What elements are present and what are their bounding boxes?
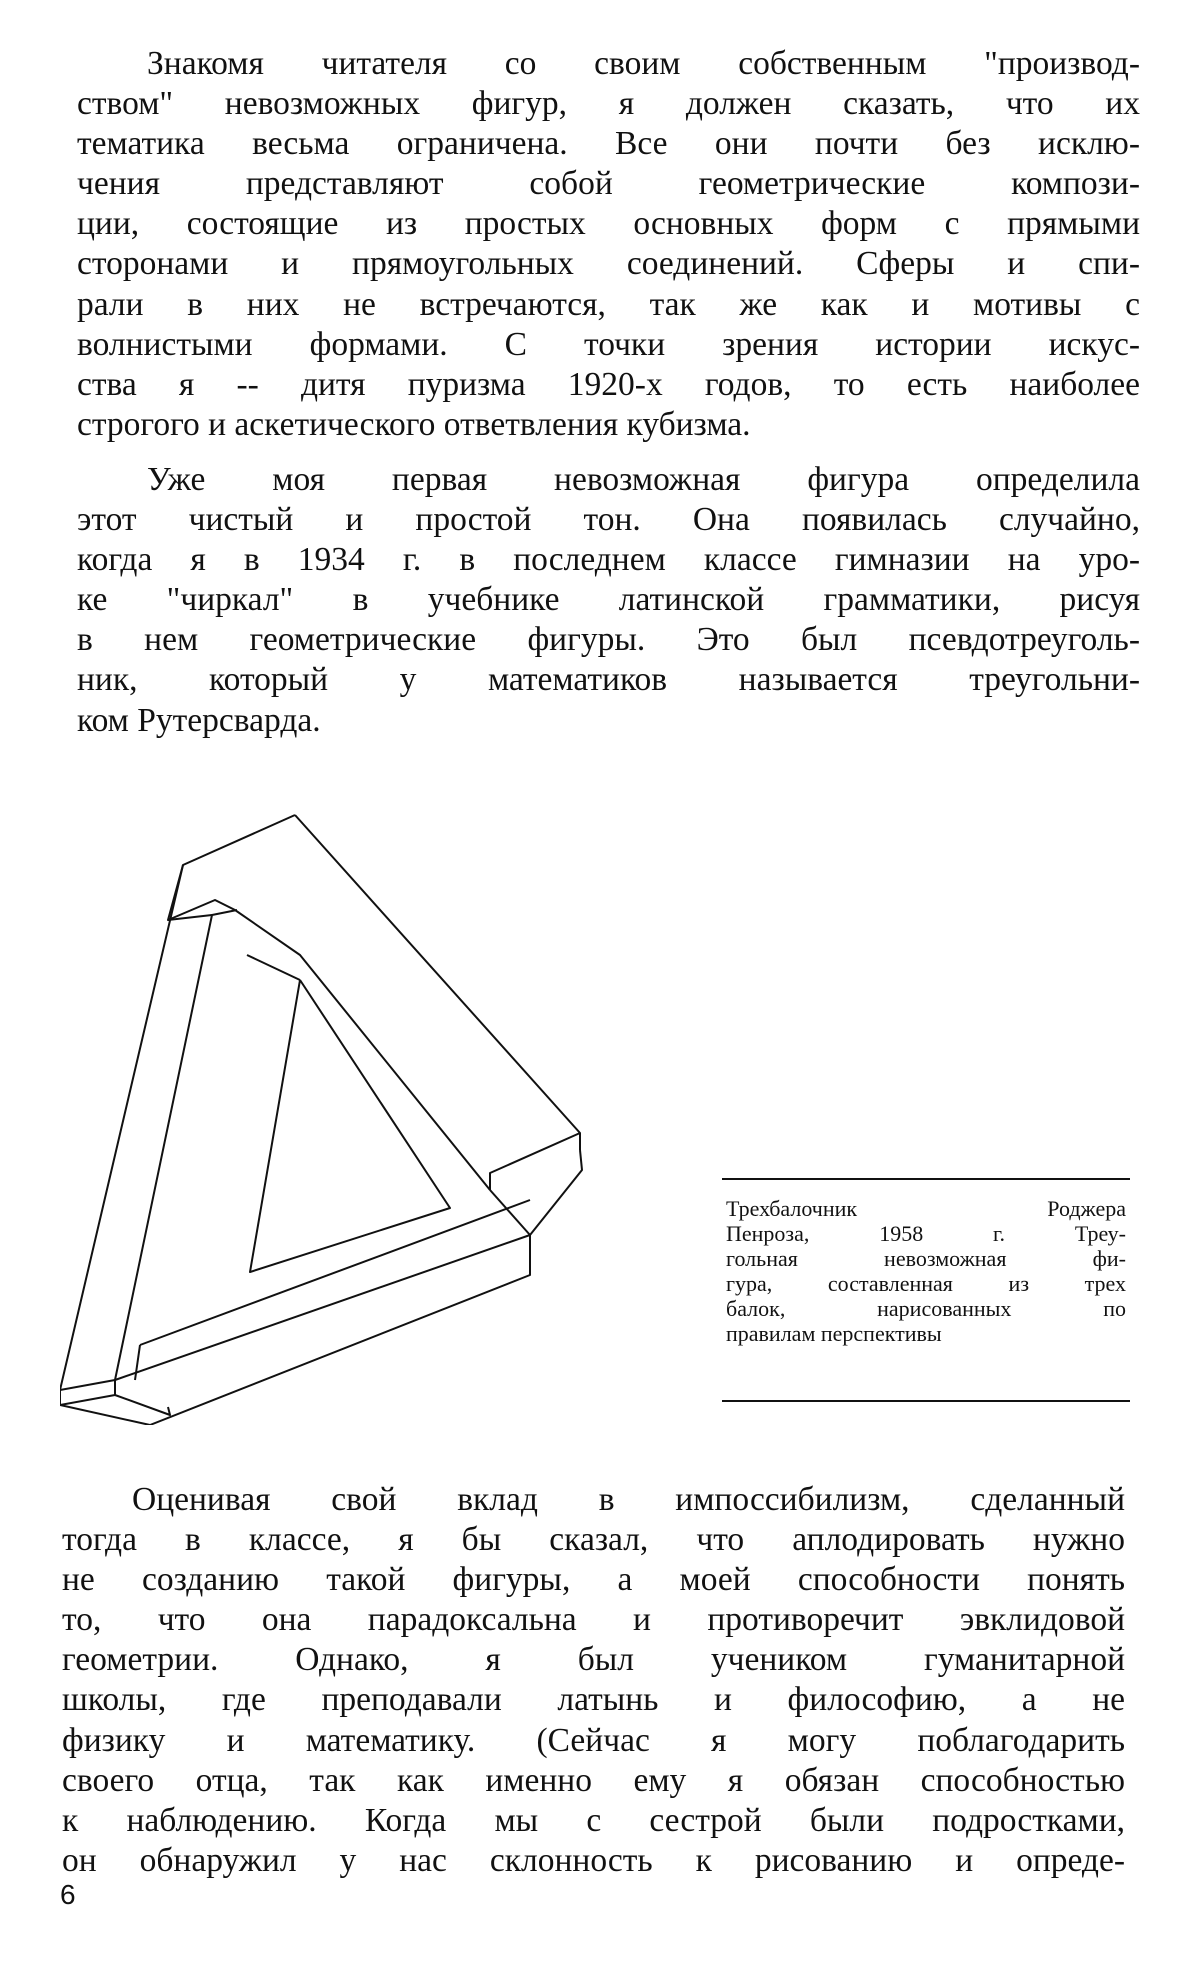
caption-line: Трехбалочник Роджера [726, 1196, 1126, 1221]
text-line: ник, который у математиков называется треугольни- [77, 661, 1140, 699]
beam-bottom-base [60, 1235, 530, 1425]
text-line: ком Рутерсварда. [77, 701, 321, 739]
text-line: ства я -- дитя пуризма 1920-х годов, то есть наиболее [77, 365, 1140, 403]
caption-line: балок, нарисованных по [726, 1296, 1126, 1321]
beam-top-face [168, 865, 212, 920]
caption-line: Пенроза, 1958 г. Треу- [726, 1221, 1126, 1246]
beam-bottom-lower [115, 1235, 530, 1380]
text-line: волнистыми формами. С точки зрения истории искус- [77, 325, 1140, 363]
beam-right-inner [247, 955, 300, 980]
paragraph-first-figure [77, 460, 1140, 741]
text-line: когда я в 1934 г. в последнем классе гимназии на уро- [77, 541, 1140, 579]
text-line: ством" невозможных фигур, я должен сказать, что их [77, 85, 1140, 123]
caption-rule-bottom [722, 1400, 1130, 1402]
beam-left-outer [60, 815, 295, 1390]
text-line: ке "чиркал" в учебнике латинской грамматики, рисуя [77, 581, 1140, 619]
beam-right-joint [490, 1133, 580, 1190]
inner-cavity [250, 980, 450, 1272]
text-line: физику и математику. (Сейчас я могу поблагодарить [62, 1721, 1125, 1759]
beam-right-outer [295, 815, 580, 1150]
paragraph-contribution [62, 1480, 1125, 1881]
text-line: то, что она парадоксальна и противоречит эвклидовой [62, 1601, 1125, 1639]
text-line: к наблюдению. Когда мы с сестрой были подростками, [62, 1801, 1125, 1839]
page-number: 6 [60, 1879, 76, 1910]
text-line: школы, где преподавали латынь и философию, а не [62, 1681, 1125, 1719]
text-line: своего отца, так как именно ему я обязан способностью [62, 1761, 1125, 1799]
beam-bottom-step [115, 1395, 170, 1415]
text-line: тематика весьма ограничена. Все они почти без исклю- [77, 125, 1140, 163]
text-line: чения представляют собой геометрические компози- [77, 165, 1140, 203]
text-line: Знакомя читателя со своим собственным "производ- [147, 45, 1140, 82]
text-line: строгого и аскетического ответвления кубизма. [77, 405, 751, 443]
beam-bottom-notch [135, 1345, 140, 1380]
text-line: сторонами и прямоугольных соединений. Сферы и спи- [77, 245, 1140, 283]
caption-line: правилам перспективы [726, 1321, 942, 1346]
beam-bottom-top [140, 1200, 530, 1345]
text-line: тогда в классе, я бы сказал, что аплодировать нужно [62, 1521, 1125, 1559]
figure-caption [726, 1196, 1126, 1346]
beam-left-inner [115, 910, 237, 1380]
text-line: рали в них не встречаются, так же как и мотивы с [77, 285, 1140, 323]
text-line: геометрии. Однако, я был учеником гуманитарной [62, 1641, 1125, 1679]
text-line: не созданию такой фигуры, а моей способности понять [62, 1561, 1125, 1599]
beam-right-end [530, 1150, 582, 1235]
penrose-tribar-figure [60, 805, 700, 1425]
beam-right-mid [235, 910, 490, 1190]
text-line: ции, состоящие из простых основных форм с прямыми [77, 205, 1140, 243]
text-line: он обнаружил у нас склонность к рисованию и опреде- [62, 1841, 1125, 1879]
text-line: Уже моя первая невозможная фигура определила [147, 461, 1140, 498]
text-line: этот чистый и простой тон. Она появилась случайно, [77, 501, 1140, 539]
caption-line: гольная невозможная фи- [726, 1246, 1126, 1271]
caption-line: гура, составленная из трех [726, 1271, 1126, 1296]
caption-rule-top [722, 1178, 1130, 1180]
figure-caption-box [722, 1178, 1130, 1410]
text-line: в нем геометрические фигуры. Это был псевдотреуголь- [77, 621, 1140, 659]
paragraph-intro [77, 44, 1140, 445]
text-line: Оценивая свой вклад в импоссибилизм, сделанный [132, 1481, 1125, 1518]
beam-bottom-front [60, 1380, 115, 1405]
